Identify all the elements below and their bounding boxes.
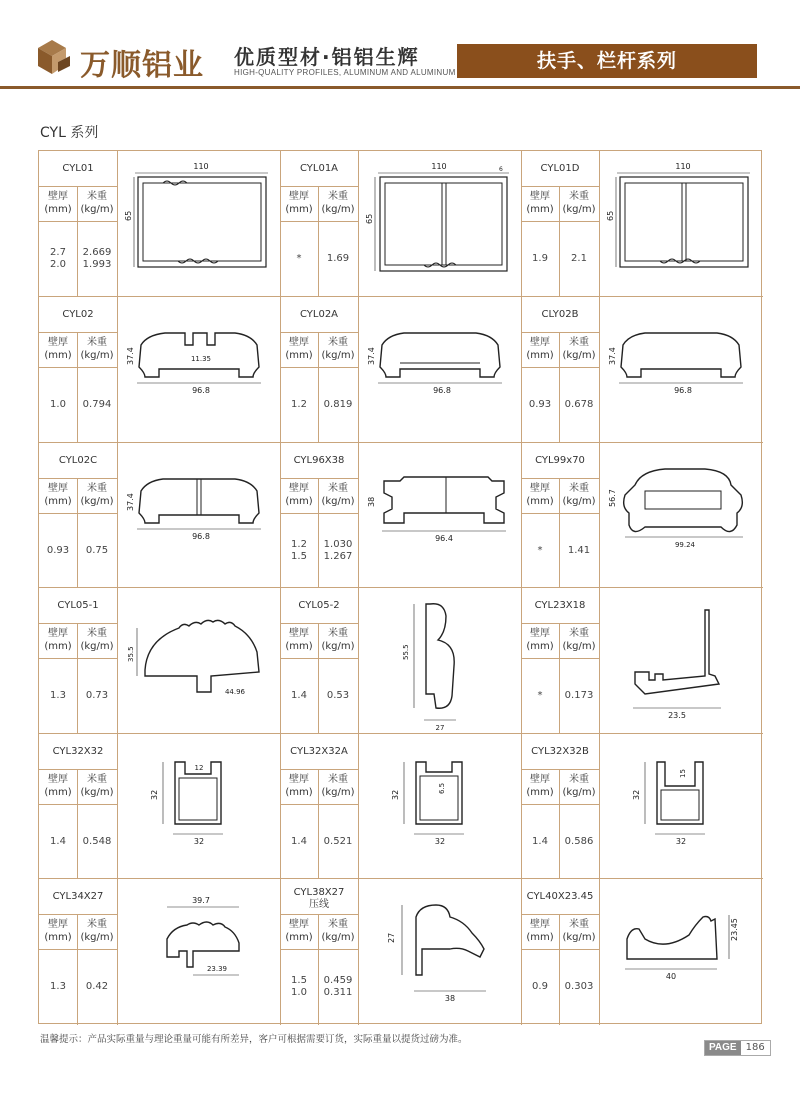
wall-thickness-header: 壁厚 (mm) — [44, 919, 72, 943]
product-cell — [280, 297, 522, 443]
svg-text:12: 12 — [194, 763, 204, 772]
weight-per-meter-header: 米重 (kg/m) — [321, 628, 355, 652]
svg-text:56.7: 56.7 — [608, 488, 617, 507]
cell-divider — [280, 367, 358, 368]
cell-divider — [599, 588, 600, 734]
cell-divider — [117, 297, 118, 443]
weight-per-meter-value: 0.548 — [82, 835, 112, 847]
wall-thickness-header: 壁厚 (mm) — [526, 191, 554, 215]
weight-per-meter-value: 0.678 — [564, 399, 594, 410]
profile-drawing — [123, 451, 275, 581]
profile-drawing — [364, 742, 516, 872]
product-code: CYL02A — [299, 309, 339, 320]
weight-per-meter-header: 米重 (kg/m) — [80, 337, 114, 361]
cell-divider — [39, 186, 117, 187]
svg-text:37.4: 37.4 — [367, 347, 376, 365]
svg-text:6.5: 6.5 — [438, 782, 446, 794]
wall-thickness-value: 1.9 — [532, 253, 548, 264]
weight-per-meter-header: 米重 (kg/m) — [321, 191, 355, 215]
weight-per-meter-header: 米重 (kg/m) — [562, 191, 596, 215]
weight-per-meter-value: 2.669 1.993 — [82, 247, 112, 270]
product-cell — [280, 879, 522, 1025]
svg-text:110: 110 — [431, 162, 447, 171]
svg-text:99.24: 99.24 — [674, 540, 696, 549]
product-code: CYL38X27 压线 — [293, 887, 345, 910]
profile-drawing — [605, 159, 757, 289]
svg-text:38: 38 — [444, 994, 456, 1003]
svg-text:96.8: 96.8 — [433, 386, 451, 395]
wall-thickness-header: 壁厚 (mm) — [285, 774, 313, 798]
product-cell — [39, 879, 281, 1025]
profile-drawing — [364, 159, 516, 289]
svg-text:32: 32 — [193, 836, 205, 846]
cell-divider — [117, 588, 118, 734]
weight-per-meter-value: 0.73 — [85, 690, 109, 701]
profile-drawing — [123, 159, 275, 289]
wall-thickness-value: 1.3 — [50, 981, 66, 992]
wall-thickness-header: 壁厚 (mm) — [44, 774, 72, 798]
profile-drawing — [605, 451, 757, 581]
tagline: 优质型材·铝铝生辉 — [234, 45, 420, 69]
cell-divider — [521, 367, 599, 368]
brand-name: 万顺铝业 — [80, 48, 204, 83]
svg-text:32: 32 — [391, 789, 400, 800]
wall-thickness-value: 1.4 — [291, 690, 307, 701]
cell-divider — [39, 367, 117, 368]
svg-text:32: 32 — [434, 836, 446, 846]
cell-divider — [521, 658, 599, 659]
svg-text:23.5: 23.5 — [668, 711, 686, 720]
wall-thickness-value: 1.4 — [532, 835, 548, 847]
cell-divider — [280, 804, 358, 805]
weight-per-meter-value: 0.303 — [564, 981, 594, 992]
cell-divider — [521, 478, 599, 479]
product-code: CYL02C — [58, 455, 98, 466]
svg-text:96.8: 96.8 — [192, 531, 210, 541]
wall-thickness-value: 1.5 1.0 — [291, 975, 307, 998]
cell-divider — [599, 297, 600, 443]
cell-divider — [521, 513, 599, 514]
product-code: CYL32X32A — [290, 746, 348, 757]
product-cell — [39, 151, 281, 297]
cell-divider — [117, 151, 118, 297]
page-number: 186 — [745, 1042, 765, 1053]
weight-per-meter-header: 米重 (kg/m) — [80, 774, 114, 798]
profile-drawing — [364, 596, 516, 732]
product-cell — [521, 879, 763, 1025]
wall-thickness-header: 壁厚 (mm) — [526, 919, 554, 943]
product-code: CYL01D — [540, 163, 580, 174]
product-code: CLY02B — [541, 309, 579, 320]
product-table — [38, 150, 762, 1024]
weight-per-meter-header: 米重 (kg/m) — [562, 919, 596, 943]
cell-divider — [521, 332, 599, 333]
weight-per-meter-value: 0.459 0.311 — [323, 975, 353, 998]
weight-per-meter-header: 米重 (kg/m) — [321, 774, 355, 798]
cell-divider — [521, 221, 599, 222]
profile-drawing — [123, 742, 275, 872]
cell-divider — [280, 914, 358, 915]
weight-per-meter-value: 0.586 — [564, 835, 594, 847]
product-code: CYL32X32 — [52, 746, 104, 757]
weight-per-meter-value: 1.030 1.267 — [323, 538, 353, 562]
svg-text:65: 65 — [365, 213, 374, 224]
svg-text:11.35: 11.35 — [190, 355, 212, 363]
cell-divider — [39, 623, 117, 624]
weight-per-meter-value: 0.794 — [82, 399, 112, 410]
page-label: PAGE — [705, 1041, 741, 1055]
cell-divider — [117, 879, 118, 1025]
wall-thickness-value: * — [537, 544, 543, 556]
product-code: CYL02 — [62, 309, 94, 320]
wall-thickness-value: 1.4 — [291, 835, 307, 847]
cell-divider — [599, 734, 600, 879]
page-indicator — [704, 1040, 771, 1056]
product-cell — [521, 588, 763, 734]
tagline-english: HIGH-QUALITY PROFILES, ALUMINUM AND ALUMINUM — [234, 68, 456, 77]
wall-thickness-header: 壁厚 (mm) — [285, 919, 313, 943]
svg-text:110: 110 — [675, 162, 691, 171]
weight-per-meter-header: 米重 (kg/m) — [562, 628, 596, 652]
wall-thickness-value: 1.0 — [50, 399, 66, 410]
weight-per-meter-header: 米重 (kg/m) — [562, 774, 596, 798]
svg-text:32: 32 — [150, 789, 159, 800]
cell-divider — [117, 734, 118, 879]
cell-divider — [358, 879, 359, 1025]
cell-divider — [521, 949, 599, 950]
weight-per-meter-header: 米重 (kg/m) — [321, 919, 355, 943]
wall-thickness-header: 壁厚 (mm) — [44, 483, 72, 507]
product-cell — [521, 151, 763, 297]
cell-divider — [39, 769, 117, 770]
svg-text:55.5: 55.5 — [402, 644, 410, 660]
wall-thickness-value: 2.7 2.0 — [50, 247, 66, 270]
cell-divider — [358, 297, 359, 443]
product-code: CYL23X18 — [534, 600, 586, 611]
product-cell — [521, 297, 763, 443]
cell-divider — [280, 221, 358, 222]
svg-text:37.4: 37.4 — [126, 347, 135, 365]
wall-thickness-header: 壁厚 (mm) — [285, 337, 313, 361]
product-cell — [280, 443, 522, 588]
product-cell — [39, 734, 281, 879]
product-code: CYL32X32B — [531, 746, 589, 757]
cell-divider — [358, 443, 359, 588]
product-code: CYL01 — [62, 163, 94, 174]
cell-divider — [39, 658, 117, 659]
cell-divider — [358, 151, 359, 297]
weight-per-meter-header: 米重 (kg/m) — [321, 483, 355, 507]
cell-divider — [39, 804, 117, 805]
cell-divider — [39, 478, 117, 479]
cell-divider — [280, 769, 358, 770]
wall-thickness-header: 壁厚 (mm) — [44, 628, 72, 652]
product-cell — [280, 151, 522, 297]
wall-thickness-header: 壁厚 (mm) — [285, 191, 313, 215]
product-cell — [39, 297, 281, 443]
wall-thickness-header: 壁厚 (mm) — [44, 337, 72, 361]
cell-divider — [280, 332, 358, 333]
cell-divider — [521, 623, 599, 624]
svg-text:110: 110 — [193, 162, 209, 171]
svg-text:6: 6 — [499, 166, 503, 173]
product-code: CYL40X23.45 — [526, 891, 594, 902]
header-divider — [0, 86, 800, 89]
cell-divider — [280, 623, 358, 624]
section-title: CYL 系列 — [40, 125, 99, 141]
cell-divider — [117, 443, 118, 588]
svg-text:65: 65 — [606, 210, 615, 221]
weight-per-meter-value: 0.521 — [323, 835, 353, 847]
profile-drawing — [364, 451, 516, 581]
svg-text:32: 32 — [675, 836, 687, 846]
wall-thickness-value: 1.2 — [291, 399, 307, 410]
cell-divider — [280, 478, 358, 479]
wall-thickness-header: 壁厚 (mm) — [285, 628, 313, 652]
wall-thickness-value: 0.93 — [46, 544, 70, 556]
svg-text:37.4: 37.4 — [126, 492, 135, 511]
svg-text:65: 65 — [124, 210, 133, 221]
profile-drawing — [605, 305, 757, 435]
profile-drawing — [605, 887, 757, 1017]
weight-per-meter-header: 米重 (kg/m) — [562, 337, 596, 361]
profile-drawing — [123, 887, 275, 1017]
wall-thickness-value: 1.2 1.5 — [291, 538, 307, 562]
profile-drawing — [605, 596, 757, 726]
wall-thickness-value: * — [296, 253, 302, 264]
cell-divider — [39, 221, 117, 222]
weight-per-meter-header: 米重 (kg/m) — [80, 483, 114, 507]
cell-divider — [599, 879, 600, 1025]
weight-per-meter-value: 0.173 — [564, 690, 594, 701]
series-banner: 扶手、栏杆系列 — [457, 44, 757, 78]
cell-divider — [521, 769, 599, 770]
weight-per-meter-header: 米重 (kg/m) — [562, 483, 596, 507]
product-code: CYL99x70 — [535, 455, 585, 466]
weight-per-meter-value: 0.75 — [85, 544, 109, 556]
svg-text:32: 32 — [632, 789, 641, 800]
svg-text:27: 27 — [435, 724, 445, 732]
product-code: CYL34X27 — [52, 891, 104, 902]
profile-drawing — [364, 887, 516, 1017]
svg-text:35.5: 35.5 — [127, 646, 135, 662]
product-cell — [280, 588, 522, 734]
wall-thickness-header: 壁厚 (mm) — [285, 483, 313, 507]
wall-thickness-header: 壁厚 (mm) — [526, 774, 554, 798]
cell-divider — [358, 734, 359, 879]
cell-divider — [39, 914, 117, 915]
product-code: CYL05-2 — [298, 600, 340, 611]
svg-text:40: 40 — [665, 972, 677, 981]
weight-per-meter-header: 米重 (kg/m) — [80, 628, 114, 652]
cell-divider — [521, 186, 599, 187]
profile-drawing — [605, 742, 757, 872]
logo-icon — [34, 38, 74, 78]
wall-thickness-header: 壁厚 (mm) — [526, 628, 554, 652]
wall-thickness-header: 壁厚 (mm) — [526, 337, 554, 361]
svg-text:27: 27 — [387, 932, 396, 943]
cell-divider — [39, 513, 117, 514]
weight-per-meter-value: 0.819 — [323, 399, 353, 410]
profile-drawing — [123, 305, 275, 435]
cell-divider — [280, 513, 358, 514]
product-code: CYL96X38 — [293, 455, 345, 466]
svg-text:38: 38 — [367, 496, 376, 507]
svg-text:15: 15 — [679, 768, 687, 778]
product-cell — [280, 734, 522, 879]
cell-divider — [521, 914, 599, 915]
cell-divider — [280, 949, 358, 950]
cell-divider — [599, 151, 600, 297]
product-cell — [39, 443, 281, 588]
cell-divider — [39, 949, 117, 950]
product-code: CYL01A — [299, 163, 339, 174]
weight-per-meter-header: 米重 (kg/m) — [80, 919, 114, 943]
product-code: CYL05-1 — [57, 600, 99, 611]
weight-per-meter-value: 0.53 — [326, 690, 350, 701]
wall-thickness-header: 壁厚 (mm) — [526, 483, 554, 507]
wall-thickness-value: 1.4 — [50, 835, 66, 847]
cell-divider — [358, 588, 359, 734]
cell-divider — [280, 658, 358, 659]
profile-drawing — [123, 596, 275, 726]
wall-thickness-value: 1.3 — [50, 690, 66, 701]
svg-text:96.8: 96.8 — [674, 386, 692, 395]
wall-thickness-header: 壁厚 (mm) — [44, 191, 72, 215]
wall-thickness-value: 0.93 — [528, 399, 552, 410]
cell-divider — [521, 804, 599, 805]
cell-divider — [599, 443, 600, 588]
svg-text:23.39: 23.39 — [206, 965, 228, 973]
wall-thickness-value: * — [537, 690, 543, 701]
weight-per-meter-value: 2.1 — [571, 253, 587, 264]
weight-per-meter-header: 米重 (kg/m) — [321, 337, 355, 361]
svg-text:96.8: 96.8 — [192, 386, 210, 395]
product-cell — [521, 734, 763, 879]
profile-drawing — [364, 305, 516, 435]
wall-thickness-value: 0.9 — [532, 981, 548, 992]
cell-divider — [39, 332, 117, 333]
cell-divider — [280, 186, 358, 187]
product-cell — [39, 588, 281, 734]
svg-text:39.7: 39.7 — [192, 896, 210, 905]
footer-note: 温馨提示：产品实际重量与理论重量可能有所差异，客户可根据需要订货，实际重量以提货过磅为准。 — [40, 1034, 468, 1045]
svg-text:37.4: 37.4 — [608, 347, 617, 365]
page-header — [0, 0, 800, 90]
svg-text:44.96: 44.96 — [224, 688, 246, 696]
weight-per-meter-value: 0.42 — [85, 981, 109, 992]
svg-text:96.4: 96.4 — [435, 533, 453, 543]
svg-text:23.45: 23.45 — [730, 918, 739, 941]
product-cell — [521, 443, 763, 588]
weight-per-meter-value: 1.41 — [567, 544, 591, 556]
weight-per-meter-value: 1.69 — [326, 253, 350, 264]
weight-per-meter-header: 米重 (kg/m) — [80, 191, 114, 215]
